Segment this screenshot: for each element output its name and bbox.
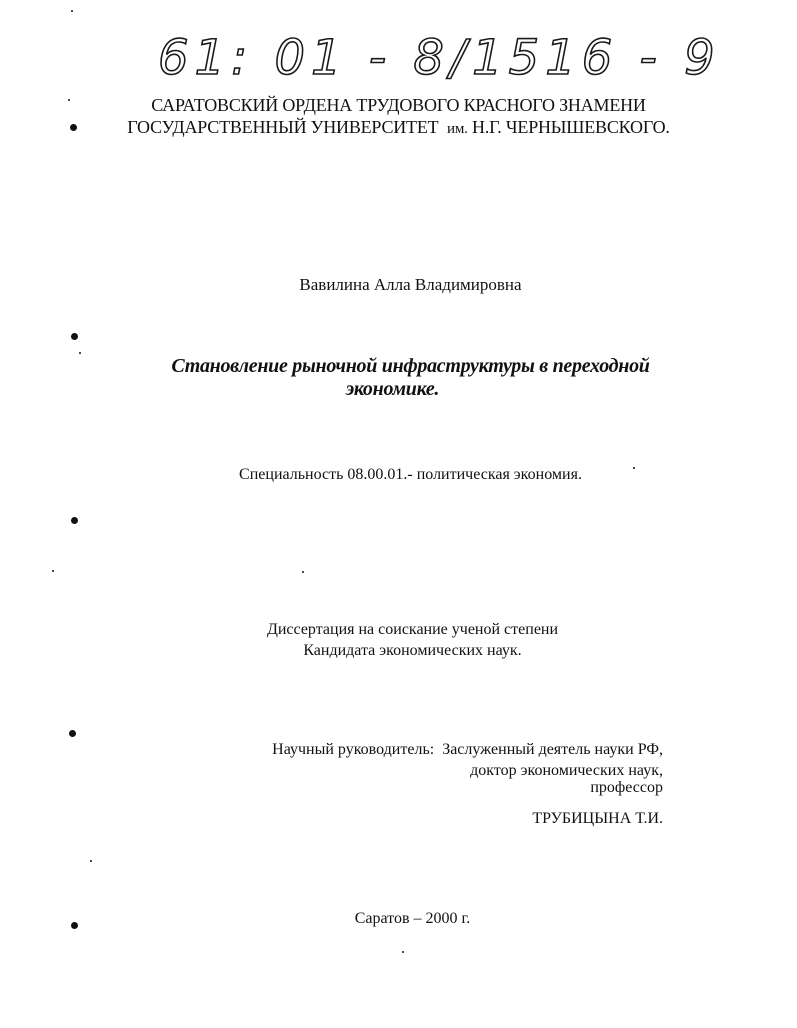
supervisor-name: ТРУБИЦЫНА Т.И. [532,810,663,827]
university-patron: Н.Г. ЧЕРНЫШЕВСКОГО. [472,117,670,137]
supervisor-label: Научный руководитель: [272,741,435,758]
archive-code-text: 61: 01 - 8/1516 - 9 [158,30,721,86]
scan-mark [69,730,76,737]
speck [633,467,635,469]
degree-line1: Диссертация на соискание ученой степени [266,621,559,638]
university-name-line1: САРАТОВСКИЙ ОРДЕНА ТРУДОВОГО КРАСНОГО ЗНАМЕНИ [151,95,646,115]
supervisor-honor: Заслуженный деятель науки РФ, [442,741,663,758]
speck [68,99,70,101]
supervisor-degree: доктор экономических наук, [470,762,663,779]
scan-mark [70,124,77,131]
speck [71,10,73,12]
scan-mark [71,922,78,929]
specialty: Специальность 08.00.01.- политическая экономия. [239,466,582,483]
university-named-after: им. [447,121,468,137]
university-type: ГОСУДАРСТВЕННЫЙ УНИВЕРСИТЕТ [127,117,439,137]
speck [52,570,54,572]
speck [79,352,81,354]
scan-mark [71,333,78,340]
place-and-year: Саратов – 2000 г. [354,910,471,927]
university-name-line2 [0,117,797,138]
speck [302,571,304,573]
speck [90,860,92,862]
scan-mark [71,517,78,524]
supervisor-rank: профессор [590,779,663,796]
degree-line2: Кандидата экономических наук. [303,642,522,659]
dissertation-title-line1: Становление рыночной инфраструктуры в переходной [171,355,650,377]
handwritten-archive-code [150,18,721,88]
speck [402,951,404,953]
author-name: Вавилина Алла Владимировна [299,275,522,294]
supervisor-line1 [272,741,663,759]
dissertation-title-line2: экономике. [345,378,440,400]
